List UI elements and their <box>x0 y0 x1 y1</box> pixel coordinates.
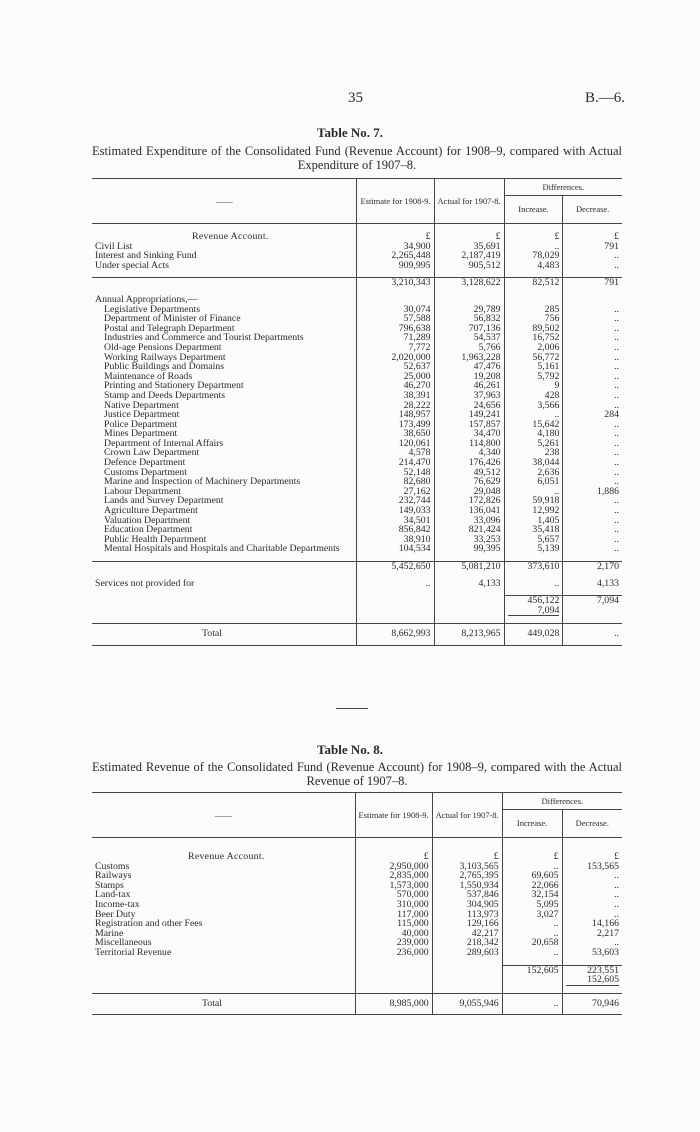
cell-actual: 8,213,965 <box>434 624 504 646</box>
cell-decrease: 7,094 <box>563 596 622 617</box>
cell-increase: 5,139 <box>504 544 563 554</box>
cell-actual: 5,081,210 <box>434 562 504 572</box>
cell-actual: 821,424 <box>434 525 504 535</box>
cell-estimate: 115,000 <box>355 919 432 929</box>
row-label: Working Railways Department <box>104 351 226 363</box>
cell-decrease: .. <box>563 251 622 261</box>
cell-decrease: 791 <box>563 278 622 288</box>
cell-actual: 5,766 <box>434 343 504 353</box>
cell-increase: 9 <box>504 381 563 391</box>
cell-actual: 99,395 <box>434 544 504 554</box>
row-label: Railways <box>95 870 132 882</box>
cell-decrease: 14,166 <box>562 919 622 929</box>
sub-decrease-a: 223,551 <box>587 964 619 976</box>
cell-estimate: 34,501 <box>357 516 434 526</box>
currency-symbol: £ <box>502 838 562 862</box>
cell-actual: 33,096 <box>434 516 504 526</box>
cell-increase: 2,636 <box>504 468 563 478</box>
cell-increase: 89,502 <box>504 324 563 334</box>
cell-decrease: .. <box>563 333 622 343</box>
cell-estimate: 117,000 <box>355 910 432 920</box>
cell-decrease: .. <box>563 496 622 506</box>
cell-actual: 136,041 <box>434 506 504 516</box>
cell-decrease: .. <box>563 261 622 271</box>
cell-estimate: 8,985,000 <box>355 993 432 1015</box>
cell-actual: 37,963 <box>434 391 504 401</box>
table7-differences-header: Differences. <box>504 179 622 196</box>
cell-estimate: 4,578 <box>357 448 434 458</box>
row-label: Civil List <box>95 240 133 252</box>
table8-decrease-header: Decrease. <box>562 810 622 838</box>
cell-increase: 285 <box>504 305 563 315</box>
cell-estimate: 40,000 <box>355 929 432 939</box>
table8-increase-header: Increase. <box>502 810 562 838</box>
currency-symbol: £ <box>434 224 504 242</box>
cell-decrease: .. <box>563 420 622 430</box>
cell-actual: 49,512 <box>434 468 504 478</box>
cell-actual: 4,340 <box>434 448 504 458</box>
cell-increase: 3,027 <box>502 910 562 920</box>
cell-decrease <box>562 965 622 986</box>
table8-title: Table No. 8. <box>317 742 383 757</box>
cell-increase: 69,605 <box>502 871 562 881</box>
table8-blank-header: —— <box>92 793 355 838</box>
cell-decrease: 70,946 <box>562 993 622 1015</box>
currency-symbol: £ <box>355 838 432 862</box>
cell-decrease: .. <box>563 381 622 391</box>
row-label: Lands and Survey Department <box>104 495 224 507</box>
row-label: Industries and Commerce and Tourist Departments <box>104 332 304 344</box>
row-label: Income-tax <box>95 898 140 910</box>
currency-row <box>92 224 622 242</box>
cell-estimate: 27,162 <box>357 487 434 497</box>
cell-actual: 1,963,228 <box>434 353 504 363</box>
cell-estimate: 28,222 <box>357 401 434 411</box>
cell-actual: 34,470 <box>434 429 504 439</box>
cell-decrease: 2,217 <box>562 929 622 939</box>
row-label: Justice Department <box>104 409 180 421</box>
cell-increase: .. <box>502 929 562 939</box>
cell-decrease: .. <box>563 314 622 324</box>
row-label: Customs <box>95 860 130 872</box>
cell-estimate: 30,074 <box>357 305 434 315</box>
cell-actual: 3,103,565 <box>432 862 502 872</box>
table-row <box>92 938 622 948</box>
row-label: Police Department <box>104 418 178 430</box>
total-row <box>92 993 622 1015</box>
cell-increase: 5,261 <box>504 439 563 449</box>
cell-increase: 6,051 <box>504 477 563 487</box>
table7-increase-header: Increase. <box>504 196 563 224</box>
cell-increase: 5,792 <box>504 372 563 382</box>
cell-estimate: 214,470 <box>357 458 434 468</box>
table7-actual-header: Actual for 1907-8. <box>434 179 504 224</box>
cell-estimate: 34,900 <box>357 242 434 252</box>
cell-actual: 176,426 <box>434 458 504 468</box>
cell-increase: 5,657 <box>504 535 563 545</box>
sum-row <box>92 596 622 617</box>
cell-decrease: .. <box>563 506 622 516</box>
cell-actual: 149,241 <box>434 410 504 420</box>
cell-increase: .. <box>504 487 563 497</box>
cell-estimate: 38,650 <box>357 429 434 439</box>
cell-decrease: .. <box>562 900 622 910</box>
spacer-row <box>92 986 622 994</box>
row-label: Under special Acts <box>95 259 169 271</box>
cell-increase: 12,992 <box>504 506 563 516</box>
cell-increase: 22,066 <box>502 881 562 891</box>
cell-increase: .. <box>504 242 563 252</box>
cell-decrease: 284 <box>563 410 622 420</box>
cell-estimate: 46,270 <box>357 381 434 391</box>
subtotal-row <box>92 965 622 986</box>
cell-estimate: 310,000 <box>355 900 432 910</box>
cell-actual: 35,691 <box>434 242 504 252</box>
cell-increase: 4,180 <box>504 429 563 439</box>
cell-increase: .. <box>504 410 563 420</box>
table7 <box>92 178 622 646</box>
cell-actual: 707,136 <box>434 324 504 334</box>
subtotal-row <box>92 278 622 288</box>
cell-estimate: 232,744 <box>357 496 434 506</box>
cell-decrease: 2,170 <box>563 562 622 572</box>
cell-estimate: 52,148 <box>357 468 434 478</box>
services-row <box>92 579 622 589</box>
table-row <box>92 948 622 958</box>
row-label: Education Department <box>104 524 193 536</box>
cell-estimate: 856,842 <box>357 525 434 535</box>
row-label: Labour Department <box>104 485 181 497</box>
cell-increase: 238 <box>504 448 563 458</box>
cell-actual: 47,476 <box>434 362 504 372</box>
table7-blank-header: —— <box>92 179 357 224</box>
row-label: Printing and Stationery Department <box>104 380 244 392</box>
cell-decrease: .. <box>563 305 622 315</box>
cell-increase: .. <box>502 993 562 1015</box>
cell-increase: 5,161 <box>504 362 563 372</box>
cell-estimate: 82,680 <box>357 477 434 487</box>
row-label: Interest and Sinking Fund <box>95 250 197 262</box>
table8-subtitle: Estimated Revenue of the Consolidated Fund (Revenue Account) for 1908–9, compared with the Actual Revenue of 1907–8. <box>92 760 622 788</box>
cell-decrease: 4,133 <box>563 579 622 589</box>
row-label: Stamps <box>95 879 124 891</box>
cell-increase: 449,028 <box>504 624 563 646</box>
cell-actual: 2,765,395 <box>432 871 502 881</box>
cell-estimate: 2,835,000 <box>355 871 432 881</box>
cell-estimate: 52,637 <box>357 362 434 372</box>
cell-estimate: 796,638 <box>357 324 434 334</box>
cell-decrease: .. <box>563 324 622 334</box>
cell-increase: .. <box>502 948 562 958</box>
row-label: Territorial Revenue <box>95 946 172 958</box>
cell-actual: 905,512 <box>434 261 504 271</box>
table8 <box>92 792 622 1015</box>
cell-decrease: 791 <box>563 242 622 252</box>
cell-actual: 54,537 <box>434 333 504 343</box>
cell-decrease: 53,603 <box>562 948 622 958</box>
row-label <box>92 278 357 288</box>
cell-decrease: .. <box>562 890 622 900</box>
currency-symbol: £ <box>562 838 622 862</box>
cell-decrease: .. <box>563 544 622 554</box>
row-label: Registration and other Fees <box>95 918 203 930</box>
cell-increase: 15,642 <box>504 420 563 430</box>
cell-actual: 3,128,622 <box>434 278 504 288</box>
row-label: Valuation Department <box>104 514 191 526</box>
cell-increase <box>504 596 563 617</box>
cell-decrease: .. <box>563 525 622 535</box>
cell-estimate: 120,061 <box>357 439 434 449</box>
cell-decrease: .. <box>563 401 622 411</box>
table8-actual-header: Actual for 1907-8. <box>432 793 502 838</box>
cell-increase: 5,095 <box>502 900 562 910</box>
row-label: Department of Minister of Finance <box>104 313 241 325</box>
cell-actual: 537,846 <box>432 890 502 900</box>
cell-estimate: 570,000 <box>355 890 432 900</box>
row-label <box>92 562 357 572</box>
cell-actual: 157,857 <box>434 420 504 430</box>
cell-estimate: 239,000 <box>355 938 432 948</box>
row-label: Native Department <box>104 399 179 411</box>
cell-increase: 3,566 <box>504 401 563 411</box>
cell-estimate: 236,000 <box>355 948 432 958</box>
row-label: Beer Duty <box>95 908 136 920</box>
cell-increase: 16,752 <box>504 333 563 343</box>
cell-increase: .. <box>504 579 563 589</box>
cell-estimate: 25,000 <box>357 372 434 382</box>
subtotal-row <box>92 562 622 572</box>
cell-estimate: 2,950,000 <box>355 862 432 872</box>
cell-increase: 756 <box>504 314 563 324</box>
row-label: Total <box>92 993 355 1015</box>
row-label: Defence Department <box>104 457 186 469</box>
row-label: Services not provided for <box>95 577 195 589</box>
table7-decrease-header: Decrease. <box>563 196 622 224</box>
cell-estimate: 149,033 <box>357 506 434 516</box>
cell-actual: 114,800 <box>434 439 504 449</box>
cell-estimate: 104,534 <box>357 544 434 554</box>
cell-decrease: .. <box>563 535 622 545</box>
row-label: Mental Hospitals and Hospitals and Charitable Departments <box>104 543 340 555</box>
cell-increase: 56,772 <box>504 353 563 363</box>
row-label: Marine and Inspection of Machinery Departments <box>104 476 301 488</box>
cell-actual: 29,789 <box>434 305 504 315</box>
section-divider <box>336 708 368 709</box>
sub-decrease-b: 152,605 <box>566 975 619 986</box>
table7-subtitle: Estimated Expenditure of the Consolidated Fund (Revenue Account) for 1908–9, compared with Actual Expenditure of 1907–8. <box>92 144 622 172</box>
cell-decrease: .. <box>563 429 622 439</box>
table-row <box>92 261 622 271</box>
table-row <box>92 919 622 929</box>
section-label: Revenue Account. <box>188 851 265 862</box>
cell-decrease: .. <box>563 439 622 449</box>
sum-increase-a: 456,122 <box>527 595 560 607</box>
table-row <box>92 544 622 554</box>
cell-actual: 24,656 <box>434 401 504 411</box>
cell-increase: 32,154 <box>502 890 562 900</box>
cell-decrease: .. <box>563 624 622 646</box>
row-label: Miscellaneous <box>95 937 152 949</box>
row-label: Legislative Departments <box>104 303 201 315</box>
cell-estimate: 7,772 <box>357 343 434 353</box>
cell-decrease: .. <box>563 448 622 458</box>
cell-decrease: .. <box>562 910 622 920</box>
cell-actual: 33,253 <box>434 535 504 545</box>
row-label: Total <box>92 624 357 646</box>
cell-actual: 19,208 <box>434 372 504 382</box>
row-label: Old-age Pensions Department <box>104 341 222 353</box>
cell-increase: 82,512 <box>504 278 563 288</box>
currency-symbol: £ <box>357 224 434 242</box>
row-label: Postal and Telegraph Department <box>104 322 235 334</box>
cell-decrease: .. <box>562 871 622 881</box>
cell-decrease: .. <box>563 458 622 468</box>
cell-estimate: 2,265,448 <box>357 251 434 261</box>
cell-increase: 428 <box>504 391 563 401</box>
cell-estimate: 38,910 <box>357 535 434 545</box>
cell-decrease: .. <box>562 881 622 891</box>
cell-actual: 1,550,934 <box>432 881 502 891</box>
cell-actual: 218,342 <box>432 938 502 948</box>
cell-increase: 373,610 <box>504 562 563 572</box>
cell-estimate: 38,391 <box>357 391 434 401</box>
currency-symbol: £ <box>432 838 502 862</box>
row-label: Public Buildings and Domains <box>104 361 225 373</box>
cell-actual: 56,832 <box>434 314 504 324</box>
cell-actual: 289,603 <box>432 948 502 958</box>
cell-actual: 113,973 <box>432 910 502 920</box>
cell-actual: 2,187,419 <box>434 251 504 261</box>
cell-estimate: 71,289 <box>357 333 434 343</box>
cell-estimate: 909,995 <box>357 261 434 271</box>
cell-actual: 42,217 <box>432 929 502 939</box>
cell-decrease: .. <box>563 353 622 363</box>
row-label: Department of Internal Affairs <box>104 437 224 449</box>
row-label: Crown Law Department <box>104 447 200 459</box>
cell-actual: 29,048 <box>434 487 504 497</box>
cell-estimate: 148,957 <box>357 410 434 420</box>
cell-decrease: .. <box>563 477 622 487</box>
row-label: Maintenance of Roads <box>104 370 193 382</box>
document-code: B.—6. <box>585 90 626 106</box>
cell-actual: 9,055,946 <box>432 993 502 1015</box>
cell-decrease: 1,886 <box>563 487 622 497</box>
cell-decrease: .. <box>563 516 622 526</box>
cell-estimate: 3,210,343 <box>357 278 434 288</box>
cell-increase: 78,029 <box>504 251 563 261</box>
cell-decrease: .. <box>563 468 622 478</box>
row-label: Marine <box>95 927 124 939</box>
cell-decrease: 153,565 <box>562 862 622 872</box>
cell-increase: 38,044 <box>504 458 563 468</box>
cell-estimate: 1,573,000 <box>355 881 432 891</box>
cell-actual: 129,166 <box>432 919 502 929</box>
cell-actual: 172,826 <box>434 496 504 506</box>
total-row <box>92 624 622 646</box>
currency-symbol: £ <box>504 224 563 242</box>
row-label: Customs Department <box>104 466 187 478</box>
sum-increase-b: 7,094 <box>508 606 560 617</box>
cell-estimate: 8,662,993 <box>357 624 434 646</box>
row-label: Stamp and Deeds Departments <box>104 389 226 401</box>
section-label: Revenue Account. <box>192 231 269 242</box>
cell-increase: 152,605 <box>502 965 562 986</box>
cell-increase: .. <box>502 862 562 872</box>
cell-actual: 46,261 <box>434 381 504 391</box>
currency-symbol: £ <box>563 224 622 242</box>
cell-estimate: .. <box>357 579 434 589</box>
table7-estimate-header: Estimate for 1908-9. <box>357 179 434 224</box>
cell-estimate: 173,499 <box>357 420 434 430</box>
cell-decrease: .. <box>563 343 622 353</box>
row-label: Agriculture Department <box>104 505 198 517</box>
cell-increase: 2,006 <box>504 343 563 353</box>
cell-increase: 20,658 <box>502 938 562 948</box>
cell-decrease: .. <box>562 938 622 948</box>
row-label: Public Health Department <box>104 533 207 545</box>
cell-estimate: 2,020,000 <box>357 353 434 363</box>
table8-differences-header: Differences. <box>502 793 622 810</box>
spacer-row <box>92 616 622 624</box>
table7-title: Table No. 7. <box>317 125 383 140</box>
cell-increase: 59,918 <box>504 496 563 506</box>
cell-estimate: 57,588 <box>357 314 434 324</box>
cell-actual: 76,629 <box>434 477 504 487</box>
cell-decrease: .. <box>563 372 622 382</box>
row-label: Mines Department <box>104 428 178 440</box>
cell-increase: 35,418 <box>504 525 563 535</box>
cell-increase: 1,405 <box>504 516 563 526</box>
row-label: Land-tax <box>95 889 131 901</box>
cell-actual: 304,905 <box>432 900 502 910</box>
cell-increase: 4,483 <box>504 261 563 271</box>
page-number: 35 <box>348 90 363 106</box>
cell-estimate: 5,452,650 <box>357 562 434 572</box>
annual-label: Annual Appropriations,— <box>95 293 198 305</box>
cell-actual: 4,133 <box>434 579 504 589</box>
cell-increase: .. <box>502 919 562 929</box>
currency-row <box>92 838 622 862</box>
cell-decrease: .. <box>563 362 622 372</box>
table8-estimate-header: Estimate for 1908-9. <box>355 793 432 838</box>
cell-decrease: .. <box>563 391 622 401</box>
spacer-row <box>92 958 622 966</box>
